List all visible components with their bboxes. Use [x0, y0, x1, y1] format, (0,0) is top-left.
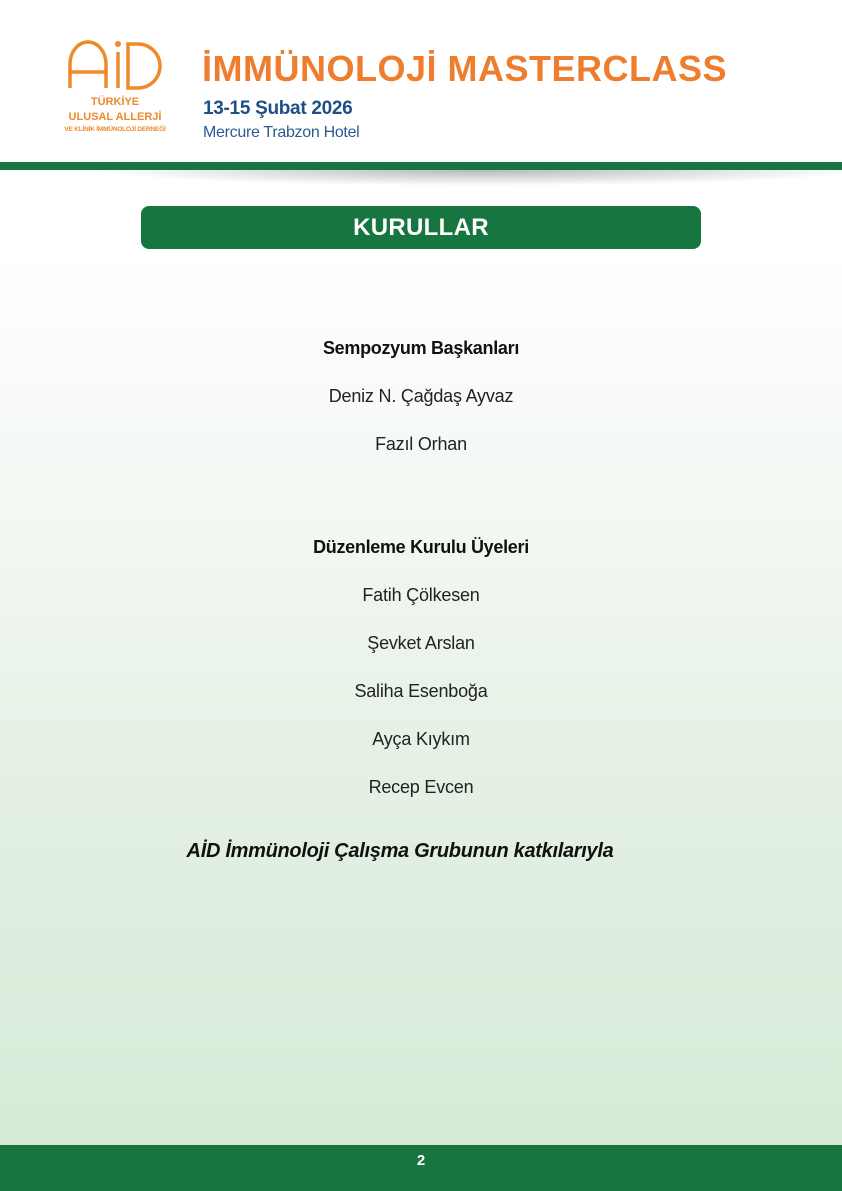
chair-name: Fazıl Orhan — [375, 434, 467, 454]
event-title: İMMÜNOLOJİ MASTERCLASS — [202, 48, 728, 89]
chairs-heading: Sempozyum Başkanları — [322, 338, 520, 358]
committee-member-name: Fatih Çölkesen — [362, 585, 480, 605]
contribution-credit: AİD İmmünoloji Çalışma Grubunun katkılarıyla — [186, 840, 614, 862]
aid-logo — [50, 38, 180, 138]
header-divider — [0, 162, 842, 170]
event-date: 13-15 Şubat 2026 — [203, 98, 353, 119]
header-shadow — [90, 170, 842, 186]
aid-logo-mark-icon — [64, 38, 164, 94]
committee-heading: Düzenleme Kurulu Üyeleri — [313, 537, 529, 557]
logo-line-3: VE KLİNİK İMMÜNOLOJİ DERNEĞİ — [64, 126, 166, 133]
section-title: KURULLAR — [141, 206, 701, 249]
page-footer — [0, 1145, 842, 1191]
logo-line-1: TÜRKİYE — [90, 96, 140, 108]
committee-member-name: Ayça Kıykım — [372, 729, 470, 749]
logo-line-2: ULUSAL ALLERJİ — [68, 111, 162, 123]
page-number: 2 — [416, 1152, 426, 1169]
committee-member-name: Şevket Arslan — [367, 633, 475, 653]
committee-member-name: Recep Evcen — [368, 777, 474, 797]
event-venue: Mercure Trabzon Hotel — [203, 124, 360, 141]
committee-member-name: Saliha Esenboğa — [354, 681, 488, 701]
page-header — [0, 0, 842, 162]
chair-name: Deniz N. Çağdaş Ayvaz — [328, 386, 514, 406]
